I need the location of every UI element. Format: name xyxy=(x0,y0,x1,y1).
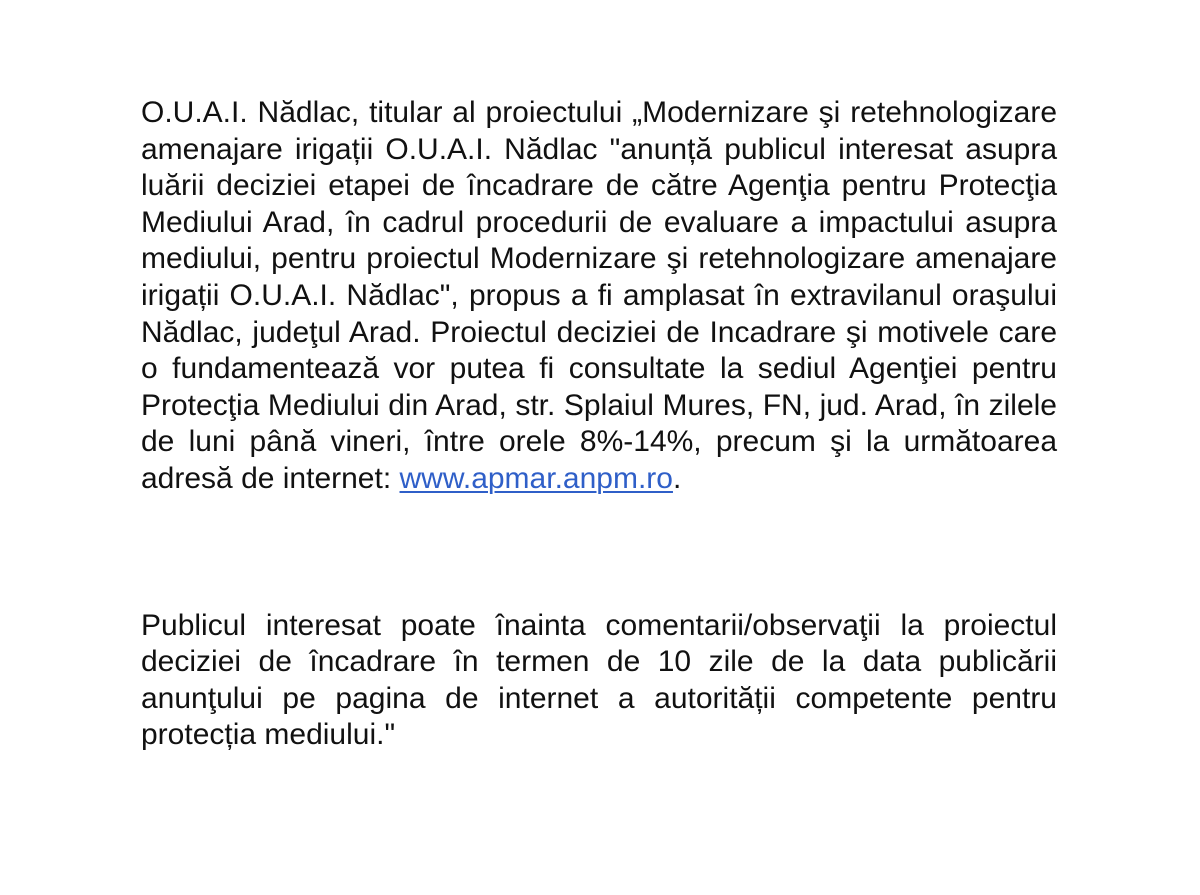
comments-text: Publicul interesat poate înainta comentarii/observaţii la proiectul deciziei de încadrare în termen de 10 zile de la data publicării anunţului pe pagina de internet a autorității competente pentru protecția mediului." xyxy=(141,608,1057,752)
announcement-end-punctuation: . xyxy=(672,461,682,495)
comments-paragraph xyxy=(141,608,1057,754)
announcement-paragraph xyxy=(141,95,1057,498)
announcement-text: O.U.A.I. Nădlac, titular al proiectului „Modernizare şi retehnologizare amenajare irigații O.U.A.I. Nădlac "anunță publicul interesat asupra luării deciziei etapei de încadrare de către Agenţia pentru Protecţia Mediului Arad, în cadrul procedurii de evaluare a impactului asupra mediului, pentru proiectul Modernizare şi retehnologizare amenajare irigații O.U.A.I. Nădlac", propus a fi amplasat în extravilanul oraşului Nădlac, judeţul Arad. Proiectul deciziei de Incadrare şi motivele care o fundamentează vor putea fi consultate la sediul Agenţiei pentru Protecţia Mediului din Arad, str. Splaiul Mures, FN, jud. Arad, în zilele de luni până vineri, între orele 8%-14%, precum şi la următoarea adresă de internet: xyxy=(141,96,1057,495)
website-link[interactable]: www.apmar.anpm.ro xyxy=(399,461,673,495)
document-body xyxy=(141,95,1057,754)
